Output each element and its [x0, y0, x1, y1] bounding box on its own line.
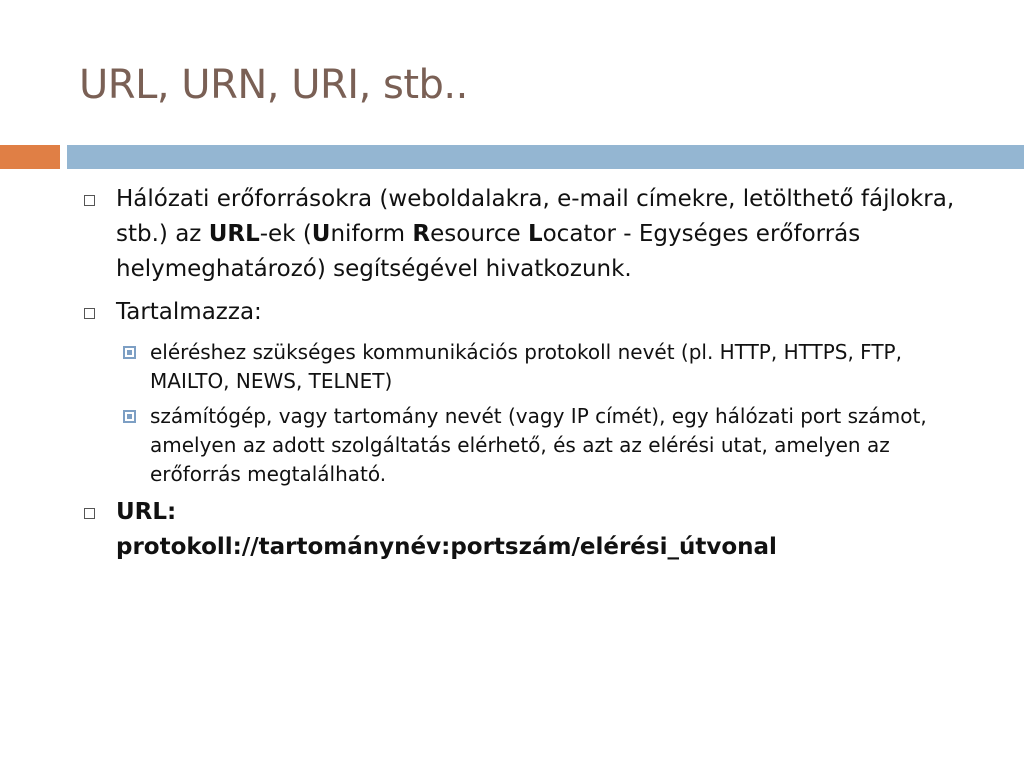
bullet-text: Hálózati erőforrásokra (weboldalakra, e-mail címekre, letölthető fájlokra, stb.) az [116, 186, 955, 247]
hollow-square-bullet-icon [84, 308, 95, 319]
bullet-url-definition [80, 182, 980, 287]
slide-title: URL, URN, URI, stb.. [79, 62, 468, 108]
sub-bullet-host [80, 402, 980, 489]
sub-bullet-protocol [80, 338, 980, 396]
sub-bullet-text: eléréshez szükséges kommunikációs protokoll nevét (pl. HTTP, HTTPS, FTP, MAILTO, NEWS, TELNET) [150, 340, 902, 393]
u-bold: U [311, 221, 331, 247]
bullet-text: Tartalmazza: [116, 299, 262, 325]
filled-square-bullet-icon [123, 410, 136, 423]
bullet-text: esource [430, 221, 528, 247]
slide-content [80, 182, 980, 573]
hollow-square-bullet-icon [84, 195, 95, 206]
title-underline-bar [67, 145, 1024, 169]
url-bold: URL [208, 221, 260, 247]
bullet-url-pattern [80, 495, 980, 565]
bullet-text: -ek ( [259, 221, 312, 247]
bullet-contains [80, 295, 980, 330]
bullet-text: ocator - Egységes erőforrás helymeghatározó) segítségével hivatkozunk. [116, 221, 861, 282]
bullet-text: niform [330, 221, 413, 247]
title-accent-bar [0, 145, 60, 169]
sub-bullet-text: számítógép, vagy tartomány nevét (vagy IP címét), egy hálózati port számot, amelyen az adott szolgáltatás elérhető, és azt az elérési utat, amelyen az erőforrás megtalálható. [150, 404, 927, 486]
l-bold: L [527, 221, 543, 247]
r-bold: R [412, 221, 431, 247]
hollow-square-bullet-icon [84, 508, 95, 519]
filled-square-bullet-icon [123, 346, 136, 359]
url-label: URL: [116, 499, 177, 525]
url-pattern: protokoll://tartománynév:portszám/elérési_útvonal [116, 534, 777, 560]
